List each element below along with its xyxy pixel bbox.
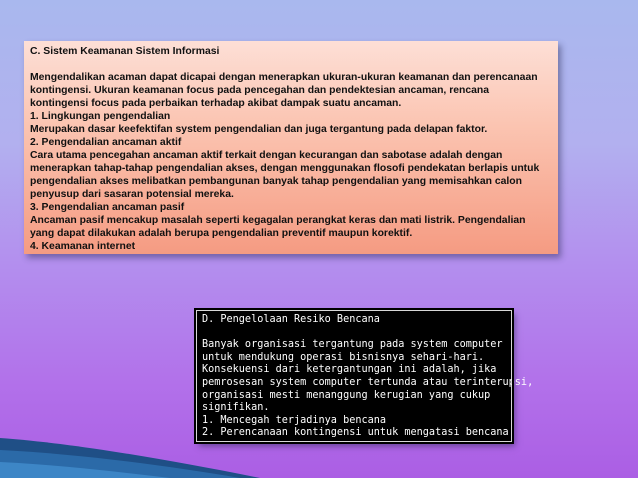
disaster-paragraph-line: pemrosesan system computer tertunda atau terinterupsi, [202,376,534,388]
item-heading-internet: 4. Keamanan internet [30,241,136,252]
item-heading-environment: 1. Lingkungan pengendalian [30,111,171,122]
disaster-title: D. Pengelolaan Resiko Bencana [202,314,380,325]
item-text: yang dapat dilakukan adalah berupa pengendalian preventif maupun korektif. [30,228,413,239]
disaster-paragraph-line: Banyak organisasi tergantung pada system computer [202,339,503,351]
item-text: menerapkan tahap-tahap pengendalian akses, dengan menggunakan flosofi pendekatan berlapis untuk [30,163,540,174]
disaster-paragraph-line: organisasi mesti menanggung kerugian yang cukup [202,389,491,401]
security-text-box [24,41,558,254]
item-text: penyusup dari sasaran potensial mereka. [30,189,234,200]
disaster-paragraph-line: untuk mendukung operasi bisnisnya sehari-hari. [202,351,485,363]
item-text: Merupakan dasar keefektifan system pengendalian dan juga tergantung pada delapan faktor. [30,124,488,135]
disaster-item-contingency: 2. Perencanaan kontingensi untuk mengatasi bencana [202,427,509,439]
disaster-item-prevent: 1. Mencegah terjadinya bencana [202,414,387,426]
item-text: Ancaman pasif mencakup masalah seperti kegagalan perangkat keras dan mati listrik. Pengendalian [30,215,526,226]
item-text: Cara utama pencegahan ancaman aktif terkait dengan kecurangan dan sabotase adalah dengan [30,150,503,161]
disaster-paragraph-line: signifikan. [202,402,270,414]
item-heading-passive-threat: 3. Pengendalian ancaman pasif [30,202,185,213]
item-text: pengendalian akses melibatkan pembangunan banyak tahap pengendalian yang memisahkan calon [30,176,522,187]
item-heading-active-threat: 2. Pengendalian ancaman aktif [30,137,182,148]
spacer [202,327,506,340]
security-title: C. Sistem Keamanan Sistem Informasi [30,46,220,57]
intro-line: Mengendalikan acaman dapat dicapai dengan menerapkan ukuran-ukuran keamanan dan perencanaan [30,72,538,83]
intro-line: kontingensi focus pada perbaikan terhadap akibat dampak suatu ancaman. [30,98,402,109]
spacer [30,58,552,71]
intro-line: kontingensi. Ukuran keamanan focus pada pencegahan dan pendektesian ancaman, rencana [30,85,490,96]
disaster-paragraph-line: Konsekuensi dari ketergantungan ini adalah, jika [202,364,497,376]
disaster-risk-text-box [196,310,534,442]
